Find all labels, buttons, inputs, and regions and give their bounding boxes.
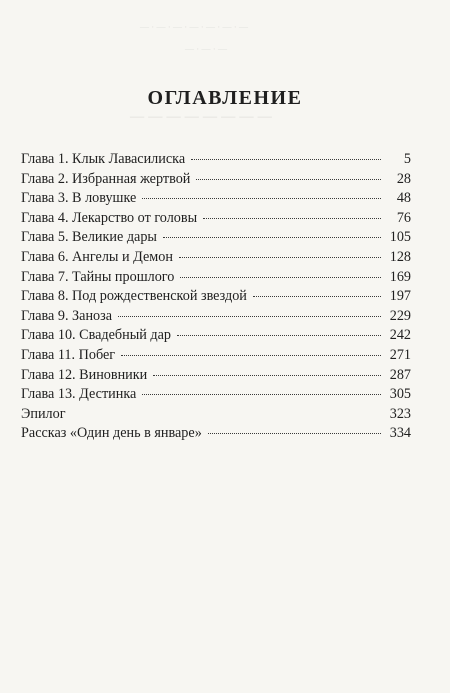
- toc-entry-title: Глава 13. Дестинка: [21, 386, 137, 403]
- toc-entry-page: 197: [389, 288, 411, 305]
- dot-leader: [121, 355, 381, 356]
- bleed-through-text: — · — · —: [185, 44, 227, 54]
- dot-leader: [180, 277, 381, 278]
- toc-entry-page: 323: [389, 405, 411, 422]
- bleed-through-text: — · — · — · — · — · — · —: [140, 22, 248, 32]
- toc-entry: [21, 307, 411, 327]
- toc-entry-page: 5: [403, 151, 411, 167]
- toc-entry-page: 105: [389, 229, 411, 246]
- toc-entry: [21, 424, 411, 444]
- toc-entry-page: 229: [389, 307, 411, 324]
- toc-entry-title: Глава 8. Под рождественской звездой: [21, 288, 247, 305]
- dot-leader: [208, 433, 381, 434]
- toc-entry-title: Глава 12. Виновники: [21, 366, 148, 383]
- toc-entry-title: Глава 2. Избранная жертвой: [21, 170, 191, 187]
- toc-entry-title: Эпилог: [21, 405, 66, 422]
- toc-entry: [21, 209, 411, 229]
- dot-leader: [191, 159, 381, 160]
- dot-leader: [118, 316, 381, 317]
- toc-entry: [21, 405, 411, 425]
- toc-entry-title: Рассказ «Один день в январе»: [21, 425, 202, 442]
- toc-entry-page: 169: [389, 268, 411, 285]
- toc-entry-title: Глава 6. Ангелы и Демон: [21, 248, 173, 265]
- dot-leader: [177, 335, 381, 336]
- dot-leader: [196, 179, 381, 180]
- toc-entry-title: Глава 11. Побег: [21, 346, 116, 363]
- toc-entry-page: 28: [396, 170, 411, 187]
- toc-entry: [21, 189, 411, 209]
- bleed-through-text: — — — — — — — —: [130, 108, 272, 125]
- toc-entry-title: Глава 5. Великие дары: [21, 229, 157, 246]
- toc-entry-title: Глава 10. Свадебный дар: [21, 327, 172, 344]
- toc-entry-title: Глава 9. Заноза: [21, 307, 113, 324]
- toc-entry-page: 242: [389, 327, 411, 344]
- toc-entry-page: 334: [389, 425, 411, 442]
- dot-leader: [153, 375, 381, 376]
- dot-leader: [163, 237, 381, 238]
- toc-entry-page: 305: [389, 386, 411, 403]
- toc-entry: [21, 366, 411, 386]
- toc-entry: [21, 346, 411, 366]
- toc-entry: [21, 228, 411, 248]
- toc-entry-page: 76: [396, 209, 411, 226]
- toc-entry-page: 128: [389, 248, 411, 265]
- toc-entry: [21, 150, 411, 170]
- table-of-contents: [21, 150, 411, 444]
- toc-entry: [21, 268, 411, 288]
- page-title: ОГЛАВЛЕНИЕ: [147, 87, 303, 109]
- toc-entry-title: Глава 4. Лекарство от головы: [21, 209, 198, 226]
- toc-entry: [21, 248, 411, 268]
- dot-leader: [203, 218, 381, 219]
- toc-entry: [21, 385, 411, 405]
- toc-entry-page: 271: [389, 346, 411, 363]
- toc-entry-page: 287: [389, 366, 411, 383]
- dot-leader: [253, 296, 381, 297]
- dot-leader: [142, 394, 381, 395]
- toc-entry: [21, 287, 411, 307]
- toc-entry-title: Глава 7. Тайны прошлого: [21, 268, 175, 285]
- toc-entry-page: 48: [396, 190, 411, 207]
- toc-entry-title: Глава 3. В ловушке: [21, 190, 137, 207]
- dot-leader: [142, 198, 381, 199]
- toc-entry-title: Глава 1. Клык Лавасилиска: [21, 151, 186, 167]
- toc-entry: [21, 170, 411, 190]
- dot-leader: [179, 257, 381, 258]
- toc-entry: [21, 326, 411, 346]
